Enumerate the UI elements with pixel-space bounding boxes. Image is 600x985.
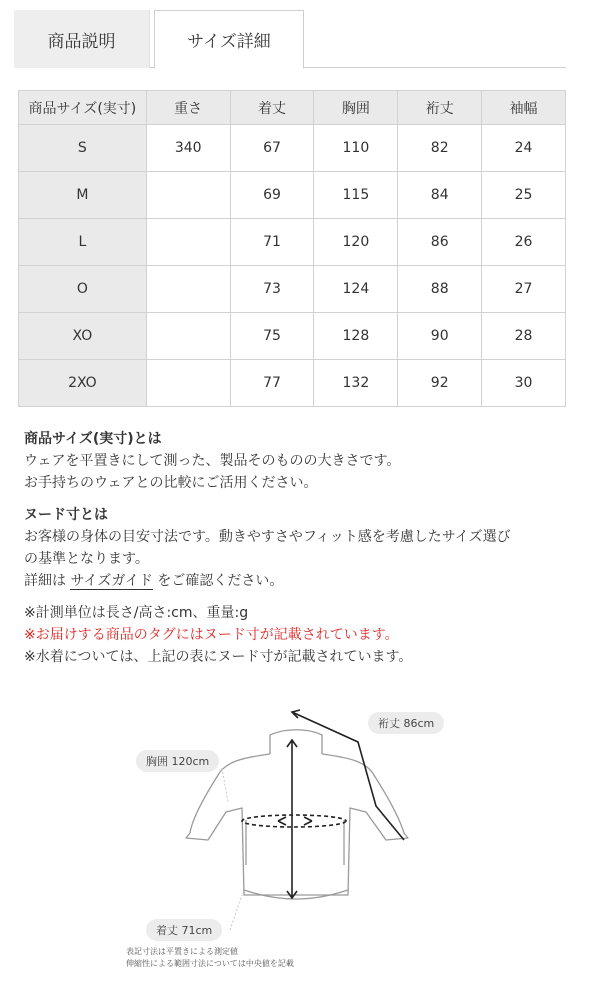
cell-chest: 120 <box>314 219 398 266</box>
cell-weight <box>146 313 230 360</box>
cell-length: 75 <box>230 313 314 360</box>
nude-size-heading: ヌード寸とは <box>24 507 108 523</box>
table-row <box>19 125 566 172</box>
cell-length: 73 <box>230 266 314 313</box>
cell-length: 71 <box>230 219 314 266</box>
actual-size-heading: 商品サイズ(実寸)とは <box>24 431 162 447</box>
diagram-footnote-1: 表記寸法は平置きによる測定値 <box>126 947 238 956</box>
cell-sleeve-length: 84 <box>398 172 482 219</box>
swimwear-note: ※水着については、上記の表にヌード寸が記載されています。 <box>24 649 413 665</box>
cell-weight <box>146 266 230 313</box>
measurement-diagram <box>80 690 500 980</box>
length-leader-line <box>230 895 242 930</box>
table-row <box>19 313 566 360</box>
table-row <box>19 266 566 313</box>
size-guide-link[interactable]: サイズガイド <box>70 573 153 589</box>
header-length: 着丈 <box>230 91 314 125</box>
length-label: 着丈 71cm <box>146 919 222 941</box>
nude-size-text-1: お客様の身体の目安寸法です。動きやすさやフィット感を考慮したサイズ選び <box>24 529 511 545</box>
cell-sleeve-width: 26 <box>482 219 566 266</box>
tab-bar <box>14 10 566 68</box>
cell-sleeve-width: 27 <box>482 266 566 313</box>
cell-chest: 124 <box>314 266 398 313</box>
cell-sleeve-width: 30 <box>482 360 566 407</box>
actual-size-text-2: お手持ちのウェアとの比較にご活用ください。 <box>24 475 318 491</box>
chest-leader-line <box>222 768 228 802</box>
diagram-footnote-2: 伸縮性による範囲寸法については中央値を記載 <box>126 959 294 968</box>
header-size: 商品サイズ(実寸) <box>19 91 147 125</box>
size-label: XO <box>19 313 147 360</box>
sleeve-length-label: 裄丈 86cm <box>368 712 444 734</box>
detail-line <box>24 570 584 592</box>
cell-weight: 340 <box>146 125 230 172</box>
table-row <box>19 172 566 219</box>
cell-weight <box>146 219 230 266</box>
cell-sleeve-width: 25 <box>482 172 566 219</box>
chest-label: 胸囲 120cm <box>136 750 219 772</box>
cell-sleeve-length: 82 <box>398 125 482 172</box>
cell-sleeve-width: 24 <box>482 125 566 172</box>
size-label: 2XO <box>19 360 147 407</box>
tag-warning-note: ※お届けする商品のタグにはヌード寸が記載されています。 <box>24 627 399 643</box>
cell-length: 67 <box>230 125 314 172</box>
header-weight: 重さ <box>146 91 230 125</box>
chest-measure-line <box>242 815 346 827</box>
jacket-illustration <box>80 690 500 980</box>
size-label: L <box>19 219 147 266</box>
cell-length: 69 <box>230 172 314 219</box>
detail-prefix: 詳細は <box>24 573 66 589</box>
table-row <box>19 360 566 407</box>
size-table <box>18 90 566 407</box>
actual-size-text-1: ウェアを平置きにして測った、製品そのものの大きさです。 <box>24 453 401 469</box>
header-sleeve-length: 裄丈 <box>398 91 482 125</box>
cell-chest: 115 <box>314 172 398 219</box>
jacket-body <box>186 754 408 895</box>
table-row <box>19 219 566 266</box>
tab-product-description[interactable]: 商品説明 <box>14 10 150 68</box>
unit-note: ※計測単位は長さ/高さ:cm、重量:g <box>24 605 249 621</box>
cell-chest: 110 <box>314 125 398 172</box>
jacket-collar <box>270 730 322 754</box>
cell-length: 77 <box>230 360 314 407</box>
size-label: S <box>19 125 147 172</box>
chest-measure-arrows <box>278 817 312 825</box>
size-label: O <box>19 266 147 313</box>
cell-sleeve-width: 28 <box>482 313 566 360</box>
header-chest: 胸囲 <box>314 91 398 125</box>
cell-weight <box>146 360 230 407</box>
cell-sleeve-length: 90 <box>398 313 482 360</box>
cell-chest: 132 <box>314 360 398 407</box>
cell-sleeve-length: 86 <box>398 219 482 266</box>
cell-weight <box>146 172 230 219</box>
cell-sleeve-length: 88 <box>398 266 482 313</box>
detail-suffix: をご確認ください。 <box>157 573 284 589</box>
size-label: M <box>19 172 147 219</box>
cell-chest: 128 <box>314 313 398 360</box>
header-sleeve-width: 袖幅 <box>482 91 566 125</box>
size-notes <box>24 428 584 668</box>
cell-sleeve-length: 92 <box>398 360 482 407</box>
size-table-header-row <box>19 91 566 125</box>
nude-size-text-2: の基準となります。 <box>24 551 149 567</box>
tab-size-details[interactable]: サイズ詳細 <box>154 10 304 69</box>
